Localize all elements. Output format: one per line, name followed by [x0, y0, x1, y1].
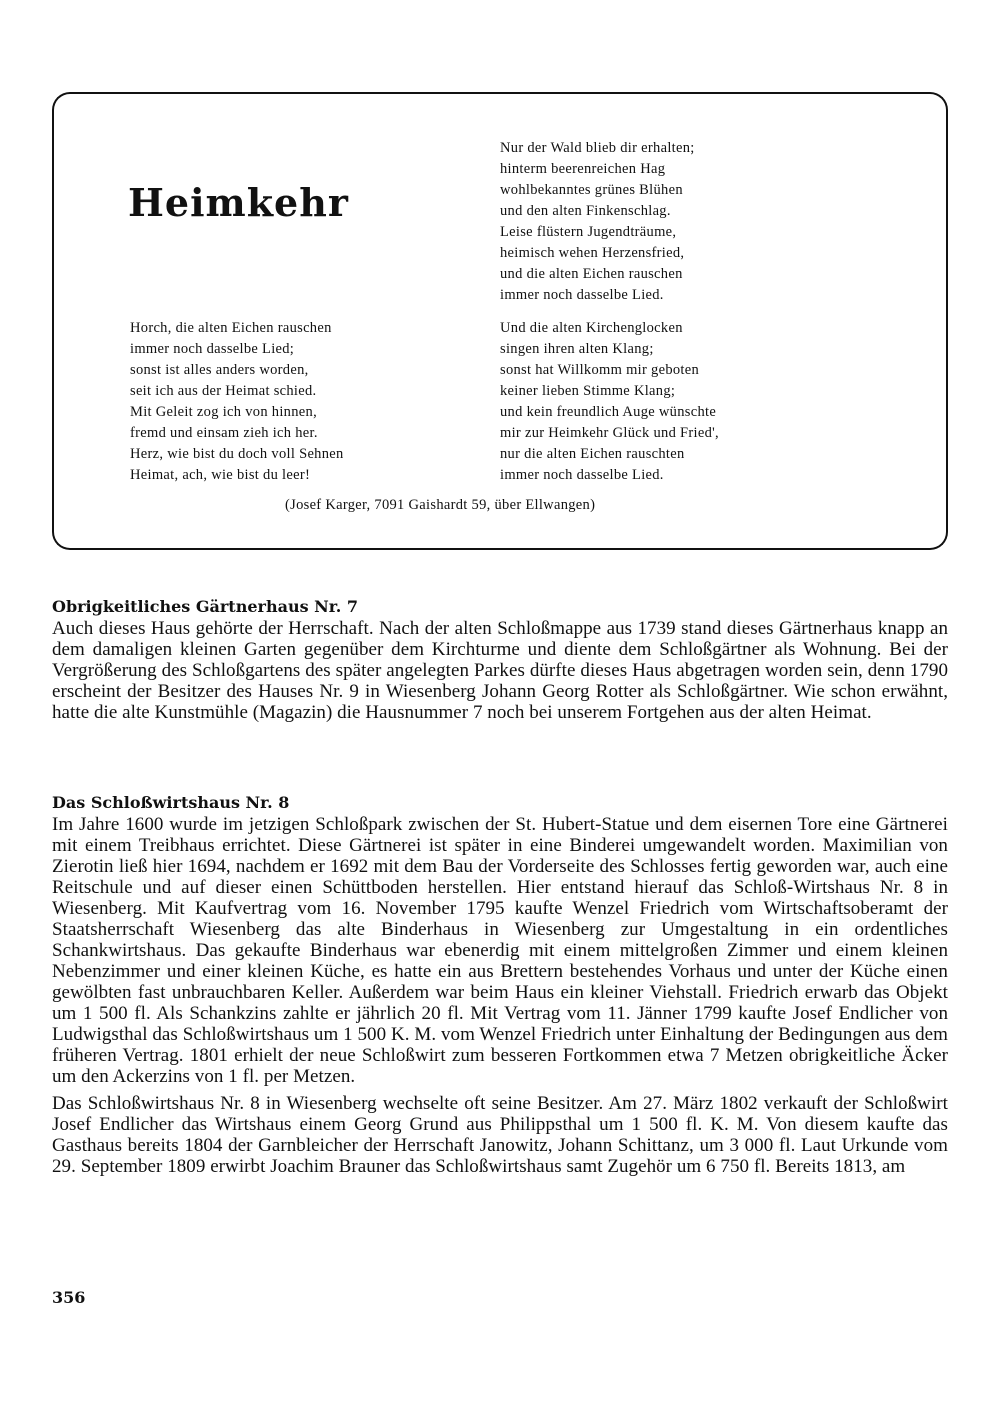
poem-line: wohlbekanntes grünes Blühen	[500, 182, 683, 198]
poem-line: immer noch dasselbe Lied.	[500, 287, 664, 303]
section-paragraph: Das Schloßwirtshaus Nr. 8 in Wiesenberg wechselte oft seine Besitzer. Am 27. März 1802 verkauft der Schloßwirt Josef Endlicher das Wirtshaus einem Georg Grund aus Philippsthal um 1 500 fl. K. M. Von diesem kaufte das Gasthaus bereits 1804 der Garnbleicher der Herrschaft Janowitz, Johann Schittanz, um 3 000 fl. Laut Urkunde vom 29. September 1809 erwirbt Joachim Brauner das Schloßwirtshaus samt Zugehör um 6 750 fl. Bereits 1813, am	[52, 1093, 948, 1177]
poem-line: Mit Geleit zog ich von hinnen,	[130, 404, 317, 420]
section-heading: Obrigkeitliches Gärtnerhaus Nr. 7	[52, 597, 359, 616]
poem-line: Nur der Wald blieb dir erhalten;	[500, 140, 695, 156]
section-heading: Das Schloßwirtshaus Nr. 8	[52, 793, 290, 812]
poem-line: singen ihren alten Klang;	[500, 341, 654, 357]
poem-line: heimisch wehen Herzensfried,	[500, 245, 685, 261]
poem-line: seit ich aus der Heimat schied.	[130, 383, 317, 399]
poem-line: und die alten Eichen rauschen	[500, 266, 683, 282]
poem-stanza	[500, 318, 719, 486]
poem-line: und den alten Finkenschlag.	[500, 203, 671, 219]
article-section	[52, 792, 948, 1183]
poem-line: fremd und einsam zieh ich her.	[130, 425, 318, 441]
poem-line: Und die alten Kirchenglocken	[500, 320, 683, 336]
poem-line: und kein freundlich Auge wünschte	[500, 404, 717, 420]
poem-line: Heimat, ach, wie bist du leer!	[130, 467, 311, 483]
poem-line: sonst hat Willkomm mir geboten	[500, 362, 700, 378]
poem-title: Heimkehr	[128, 180, 349, 225]
poem-line: immer noch dasselbe Lied;	[130, 341, 295, 357]
section-paragraph: Auch dieses Haus gehörte der Herrschaft. Nach der alten Schloßmappe aus 1739 stand dieses Gärtnerhaus knapp an dem damaligen kleinen Garten gegenüber dem Kirchturme und diente dem Schloßgärtner als Wohnung. Bei der Vergrößerung des Schloßgartens des später angelegten Parkes dürfte dieses Haus abgetragen worden sein, denn 1790 erscheint der Besitzer des Hauses Nr. 9 in Wiesenberg Johann Georg Rotter als Schloßgärtner. Wie schon erwähnt, hatte die alte Kunstmühle (Magazin) die Hausnummer 7 noch bei unserem Fortgehen aus der alten Heimat.	[52, 618, 948, 723]
poem-line: hinterm beerenreichen Hag	[500, 161, 666, 177]
page-number: 356	[52, 1288, 86, 1307]
article-section	[52, 596, 948, 729]
poem-attribution: (Josef Karger, 7091 Gaishardt 59, über Ellwangen)	[285, 497, 596, 513]
poem-line: Herz, wie bist du doch voll Sehnen	[130, 446, 344, 462]
poem-line: Leise flüstern Jugendträume,	[500, 224, 677, 240]
section-paragraph: Im Jahre 1600 wurde im jetzigen Schloßpark zwischen der St. Hubert-Statue und dem eisernen Tore eine Gärtnerei mit einem Treibhaus errichtet. Diese Gärtnerei ist später in eine Binderei umgewandelt worden. Maximilian von Zierotin ließ hier 1694, nachdem er 1692 mit dem Bau der Vorderseite des Schlosses fertig geworden war, auch eine Reitschule und auf dieser einen Schüttboden herstellen. Hier entstand hierauf das Schloß-Wirtshaus Nr. 8 in Wiesenberg. Mit Kaufvertrag vom 16. November 1795 kaufte Wenzel Friedrich vom Wirtschaftsoberamt der Staatsherrschaft Wiesenberg das alte Binderhaus in Wiesenberg zur Umgestaltung in ein ordentliches Schankwirtshaus. Das gekaufte Binderhaus war ebenerdig mit einem mittelgroßen Zimmer und einem kleinen Nebenzimmer und einer kleinen Küche, es hatte ein aus Brettern bestehendes Vorhaus und unter der Küche einen gewölbten fast unbrauchbaren Keller. Außerdem war beim Haus ein kleiner Viehstall. Friedrich erwarb das Objekt um 1 500 fl. Als Schankzins zahlte er jährlich 20 fl. Mit Vertrag vom 11. Jänner 1799 kaufte Josef Endlicher von Ludwigsthal das Schloßwirtshaus um 1 500 K. M. vom Wenzel Friedrich unter Einhaltung der Bedingungen aus dem früheren Vertrag. 1801 erhielt der neue Schloßwirt zum besseren Fortkommen etwa 7 Metzen obrigkeitliche Äcker um den Ackerzins von 1 fl. per Metzen.	[52, 814, 948, 1087]
poem-line: keiner lieben Stimme Klang;	[500, 383, 676, 399]
poem-line: nur die alten Eichen rauschten	[500, 446, 685, 462]
poem-line: immer noch dasselbe Lied.	[500, 467, 664, 483]
poem-line: Horch, die alten Eichen rauschen	[130, 320, 332, 336]
poem-line: mir zur Heimkehr Glück und Fried',	[500, 425, 719, 441]
poem-stanza	[130, 318, 344, 486]
poem-line: sonst ist alles anders worden,	[130, 362, 309, 378]
poem-stanza	[500, 138, 695, 306]
